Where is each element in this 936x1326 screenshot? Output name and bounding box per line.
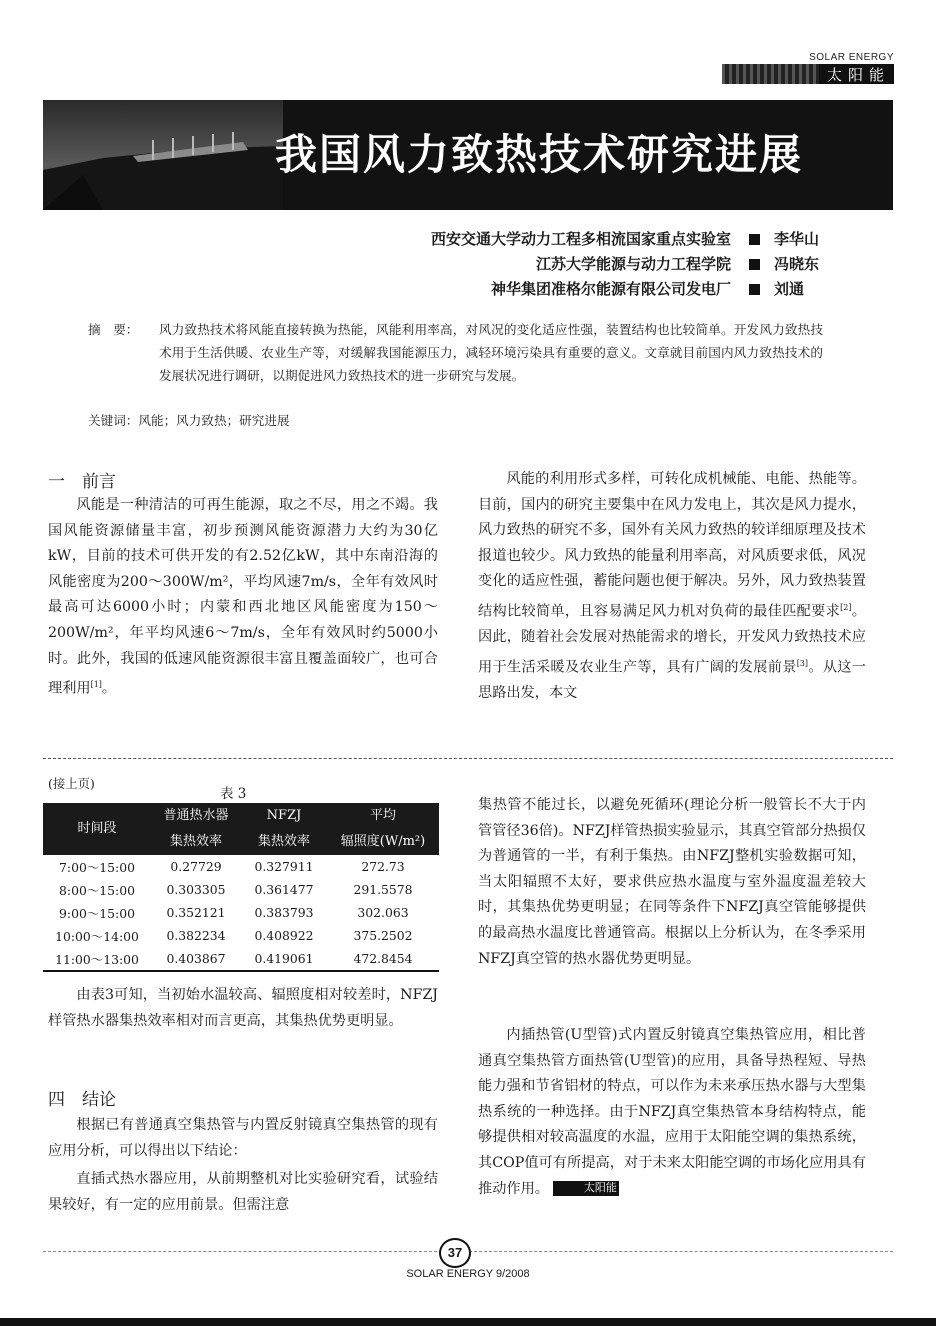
- footer-issue: SOLAR ENERGY 9/2008: [406, 1268, 530, 1280]
- table-cell: 9:00～15:00: [59, 905, 135, 921]
- table-cell: 272.73: [361, 859, 405, 874]
- article-title: 我国风力致热技术研究进展: [275, 130, 804, 179]
- table-cell: 302.063: [357, 905, 409, 920]
- table-cell: 0.408922: [254, 928, 314, 943]
- bottom-bar: [0, 1318, 936, 1326]
- abstract-label: 摘 要：: [88, 322, 139, 337]
- intro2-text-a: 风能的利用形式多样，可转化成机械能、电能、热能等。目前，国内的研究主要集中在风力发电上，其次是风力提水，风力致热的研究不多，国外有关风力致热的较详细原理及技术报道也较少。风力致热的能量利用率高，对风质要求低，风况变化的适应性强，蓄能问题也便于解决。另外，风力致热装置结构比较简单，且容易满足风力机对负荷的最佳匹配要求: [478, 471, 866, 620]
- table-row: [43, 878, 439, 901]
- table-cell: 472.8454: [327, 947, 439, 971]
- header-pattern: [722, 64, 819, 84]
- conclusion-paragraph: 根据已有普通真空集热管与内置反射镜真空集热管的现有应用分析，可以得出以下结论：: [48, 1117, 438, 1159]
- table-header-cell: 集热效率: [151, 829, 241, 855]
- table-cell: 0.327911: [254, 859, 314, 874]
- table-row: [43, 947, 439, 971]
- right-paragraph-2-text: 内插热管(U型管)式内置反射镜真空集热管应用，相比普通真空集热管方面热管(U型管)的应用，具备导热程短、导热能力强和节省铝材的特点，可以作为未来承压热水器与大型集热系统的一种选择。由于NFZJ真空集热管本身结构特点，能够提供相对较高温度的水温，应用于太阳能空调的集热系统，其COP值可有所提高，对于未来太阳能空调的市场化应用具有推动作用。: [478, 1027, 866, 1197]
- author-name: 李华山: [774, 231, 820, 248]
- abstract: [88, 318, 823, 387]
- author-affiliation: 西安交通大学动力工程多相流国家重点实验室: [430, 231, 731, 248]
- author-affiliation: 神华集团准格尔能源有限公司发电厂: [490, 281, 731, 298]
- citation: [2]: [840, 602, 852, 612]
- author-row: [431, 227, 836, 252]
- data-table: [43, 803, 439, 972]
- keywords-text: 风能；风力致热；研究进展: [138, 413, 290, 428]
- magazine-name-en: SOLAR ENERGY: [809, 52, 894, 63]
- table-cell: 0.352121: [166, 905, 226, 920]
- square-bullet-icon: [749, 234, 760, 245]
- table-cell: 10:00～14:00: [55, 928, 139, 944]
- citation: [1]: [90, 680, 102, 690]
- table-cell: 7:00～15:00: [59, 859, 135, 875]
- citation: [3]: [796, 658, 809, 668]
- right-paragraph-2: [478, 1023, 866, 1202]
- square-bullet-icon: [749, 259, 760, 270]
- intro-paragraph-2: [478, 467, 866, 707]
- author-affiliation: 江苏大学能源与动力工程学院: [535, 256, 731, 273]
- table-cell: 0.361477: [254, 882, 314, 897]
- magazine-name-cn: 太阳能: [826, 66, 890, 84]
- end-mark-logo: 太阳能: [553, 1181, 618, 1196]
- table-cell: 0.303305: [166, 882, 226, 897]
- table-row: [43, 855, 439, 878]
- table-cell: 11:00～13:00: [43, 947, 151, 971]
- author-list: [431, 227, 836, 302]
- author-name: 冯晓东: [774, 256, 820, 273]
- section-heading: 四 结论: [48, 1090, 116, 1110]
- page-number: 37: [439, 1238, 471, 1268]
- table-row: [43, 901, 439, 924]
- table-header-cell: NFZJ: [241, 803, 327, 829]
- intro-text: 风能是一种清洁的可再生能源，取之不尽，用之不竭。我国风能资源储量丰富，初步预测风能资源潜力大约为30亿kW，目前的技术可供开发的有2.52亿kW，其中东南沿海的风能密度为200～300W/m²，平均风速7m/s，全年有效风时最高可达6000小时；内蒙和西北地区风能密度为150～200W/m²，年平均风速6～7m/s，全年有效风时约5000小时。此外，我国的低速风能资源很丰富且覆盖面较广，也可合理利用: [48, 497, 438, 697]
- continued-label: (接上页): [48, 776, 95, 791]
- section-divider: [43, 758, 893, 759]
- table-header-cell: 普通热水器: [151, 803, 241, 829]
- table-row: [43, 924, 439, 947]
- section-heading: 一 前言: [48, 472, 116, 492]
- square-bullet-icon: [749, 284, 760, 295]
- table-cell: 291.5578: [353, 882, 413, 897]
- table-header-row: [43, 803, 439, 829]
- table-header-cell: 集热效率: [241, 829, 327, 855]
- table-header-cell: 时间段: [43, 803, 151, 855]
- author-row: [431, 277, 836, 302]
- landscape-photo: [43, 100, 283, 210]
- author-name: 刘通: [774, 281, 805, 298]
- table-cell: 0.382234: [166, 928, 226, 943]
- title-banner: [43, 100, 893, 210]
- table-analysis-paragraph: 由表3可知，当初始水温较高、辐照度相对较差时，NFZJ样管热水器集热效率相对而言更高，其集热优势更明显。: [48, 987, 438, 1029]
- table-cell: 8:00～15:00: [59, 882, 135, 898]
- abstract-text: 风力致热技术将风能直接转换为热能，风能利用率高，对风况的变化适应性强，装置结构也比较简单。开发风力致热技术用于生活供暖、农业生产等，对缓解我国能源压力，减轻环境污染具有重要的意义。文章就目前国内风力致热技术的发展状况进行调研，以期促进风力致热技术的进一步研究与发展。: [159, 322, 823, 383]
- table-cell: 0.419061: [241, 947, 327, 971]
- table-header-cell: 平均: [327, 803, 439, 829]
- table-cell: 0.403867: [151, 947, 241, 971]
- magazine-section-bar: [722, 64, 894, 84]
- author-row: [431, 252, 836, 277]
- keywords: [88, 410, 290, 429]
- table-cell: 0.383793: [254, 905, 314, 920]
- intro2-text-c: 。从这一思路出发，本文: [478, 659, 866, 702]
- keywords-label: 关键词：: [88, 413, 139, 428]
- intro-text-end: 。: [101, 680, 117, 697]
- conclusion-paragraph-2: 直插式热水器应用，从前期整机对比实验研究看，试验结果较好，有一定的应用前景。但需注意: [48, 1171, 438, 1213]
- intro2-text-b: 。因此，随着社会发展对热能需求的增长，开发风力致热技术应用于生活采暖及农业生产等，具有广阔的发展前景: [478, 603, 866, 676]
- table-cell: 375.2502: [353, 928, 413, 943]
- intro-paragraph: [48, 493, 438, 702]
- right-paragraph: 集热管不能过长，以避免死循环(理论分析一般管长不大于内管管径36倍)。NFZJ样管热损实验显示，其真空管部分热损仅为普通管的一半，有利于集热。由NFZJ整机实验数据可知，当太阳辐照不太好，要求供应热水温度与室外温度温差较大时，其集热优势更明显；在同等条件下NFZJ真空管能够提供的最高热水温度比普通管高。根据以上分析认为，在冬季采用NFZJ真空管的热水器优势更明显。: [478, 797, 866, 967]
- table-cell: 0.27729: [170, 859, 222, 874]
- table-caption: 表 3: [220, 786, 247, 802]
- table-header-cell: 辐照度(W/m²): [327, 829, 439, 855]
